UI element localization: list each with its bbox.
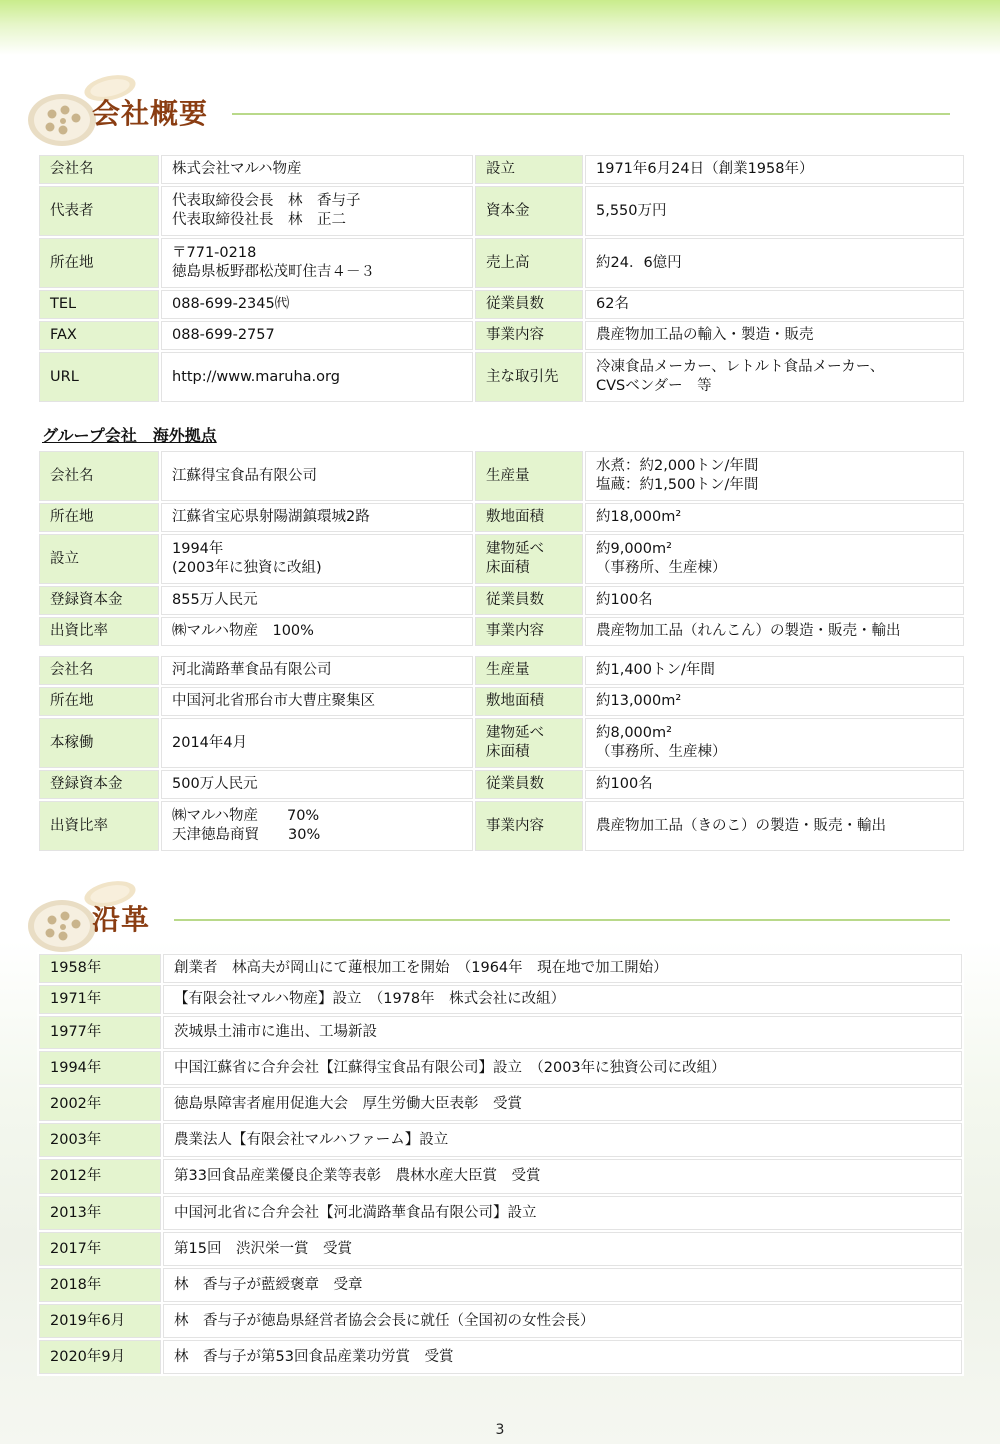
row-value-line: 代表取締役社長 林 正二 — [172, 212, 346, 228]
table-row — [39, 718, 964, 768]
row-value-line: 088-699-2345㈹ — [172, 296, 290, 312]
table-row — [39, 770, 964, 799]
row-value-line: 農産物加工品（れんこん）の製造・販売・輸出 — [596, 623, 901, 639]
row-label: 売上高 — [475, 238, 583, 288]
row-value — [585, 503, 964, 532]
table-row — [39, 451, 964, 501]
history-heading — [22, 876, 962, 956]
row-value — [161, 718, 473, 768]
history-year: 2020年9月 — [39, 1340, 161, 1374]
history-table — [37, 952, 964, 1376]
row-label: 本稼働 — [39, 718, 159, 768]
row-value — [161, 290, 473, 319]
history-row — [39, 1232, 962, 1266]
row-value — [161, 534, 473, 584]
history-event: 中国河北省に合弁会社【河北満路華食品有限公司】設立 — [163, 1196, 962, 1230]
overview-heading — [22, 70, 962, 150]
history-event: 【有限会社マルハ物産】設立 （1978年 株式会社に改組） — [163, 985, 962, 1014]
row-value-line: 500万人民元 — [172, 776, 258, 792]
row-value-line: (2003年に独資に改組) — [172, 560, 322, 576]
history-event: 創業者 林高夫が岡山にて蓮根加工を開始 （1964年 現在地で加工開始） — [163, 954, 962, 983]
row-label: 生産量 — [475, 451, 583, 501]
row-label: 従業員数 — [475, 586, 583, 615]
row-value-line: 中国河北省邢台市大曹庄聚集区 — [172, 693, 375, 709]
row-label: 事業内容 — [475, 801, 583, 851]
row-label: 設立 — [39, 534, 159, 584]
row-value — [585, 238, 964, 288]
row-value — [585, 155, 964, 184]
history-row — [39, 1196, 962, 1230]
row-label: 敷地面積 — [475, 503, 583, 532]
page-number: 3 — [495, 1422, 505, 1438]
history-event: 第33回食品産業優良企業等表彰 農林水産大臣賞 受賞 — [163, 1159, 962, 1194]
row-label: 所在地 — [39, 687, 159, 716]
row-label: 所在地 — [39, 238, 159, 288]
row-value — [585, 718, 964, 768]
table-row — [39, 617, 964, 646]
overview-table — [37, 153, 966, 404]
history-event: 徳島県障害者雇用促進大会 厚生労働大臣表彰 受賞 — [163, 1087, 962, 1121]
history-event: 第15回 渋沢栄一賞 受賞 — [163, 1232, 962, 1266]
row-value — [585, 617, 964, 646]
history-year: 2013年 — [39, 1196, 161, 1230]
row-value — [161, 617, 473, 646]
history-row — [39, 954, 962, 983]
row-value — [585, 586, 964, 615]
row-value-line: （事務所、生産棟） — [596, 560, 727, 576]
history-row — [39, 1304, 962, 1338]
table-row — [39, 586, 964, 615]
row-label: TEL — [39, 290, 159, 319]
row-value — [161, 503, 473, 532]
history-row — [39, 1016, 962, 1049]
history-row — [39, 1268, 962, 1302]
row-value — [161, 321, 473, 350]
row-value-line: ㈱マルハ物産 100% — [172, 623, 314, 639]
table-row — [39, 801, 964, 851]
row-value-line: 62名 — [596, 296, 629, 312]
row-value-line: 約1,400トン/年間 — [596, 662, 715, 678]
row-value-line: 約8,000m² — [596, 725, 672, 741]
row-value — [585, 290, 964, 319]
row-label: 生産量 — [475, 656, 583, 685]
row-label: 所在地 — [39, 503, 159, 532]
row-value — [585, 656, 964, 685]
row-value — [161, 238, 473, 288]
row-value-line: 天津徳島商貿 30% — [172, 827, 321, 843]
row-value-line: 1994年 — [172, 541, 224, 557]
row-value-line: 水煮：約2,000トン/年間 — [596, 458, 759, 474]
row-value — [585, 770, 964, 799]
row-label: URL — [39, 352, 159, 402]
row-value-line: 冷凍食品メーカー、レトルト食品メーカー、 — [596, 359, 885, 375]
row-value-line: 5,550万円 — [596, 202, 667, 219]
table-row — [39, 687, 964, 716]
row-label: 設立 — [475, 155, 583, 184]
row-label: 出資比率 — [39, 617, 159, 646]
row-label: 代表者 — [39, 186, 159, 236]
table-row — [39, 290, 964, 319]
row-value-line: 株式会社マルハ物産 — [172, 161, 302, 177]
history-event: 林 香与子が徳島県経営者協会会長に就任（全国初の女性会長） — [163, 1304, 962, 1338]
row-label: 従業員数 — [475, 290, 583, 319]
row-label: 登録資本金 — [39, 770, 159, 799]
table-row — [39, 656, 964, 685]
group-companies-title: グループ会社 海外拠点 — [42, 426, 217, 445]
history-row — [39, 1159, 962, 1194]
row-value-line: 河北満路華食品有限公司 — [172, 662, 332, 678]
row-label: 出資比率 — [39, 801, 159, 851]
row-value-line: 2014年4月 — [172, 734, 248, 751]
row-value — [161, 451, 473, 501]
row-label: 資本金 — [475, 186, 583, 236]
row-value — [161, 801, 473, 851]
row-value-line: CVSベンダー 等 — [596, 378, 712, 394]
row-value — [161, 687, 473, 716]
history-row — [39, 1051, 962, 1085]
row-value-line: 088-699-2757 — [172, 327, 275, 343]
overview-title: 会社概要 — [92, 97, 209, 130]
row-label: 主な取引先 — [475, 352, 583, 402]
row-label: 会社名 — [39, 656, 159, 685]
history-year: 2018年 — [39, 1268, 161, 1302]
row-label: 建物延べ 床面積 — [475, 534, 583, 584]
row-value-line: ㈱マルハ物産 70% — [172, 808, 320, 824]
history-event: 農業法人【有限会社マルハファーム】設立 — [163, 1123, 962, 1157]
row-label: 事業内容 — [475, 617, 583, 646]
history-event: 中国江蘇省に合弁会社【江蘇得宝食品有限公司】設立 （2003年に独資公司に改組） — [163, 1051, 962, 1085]
row-label: FAX — [39, 321, 159, 350]
table-row — [39, 534, 964, 584]
row-value-line: 約13,000m² — [596, 693, 682, 709]
group-company2-table — [37, 654, 966, 853]
row-value — [161, 352, 473, 402]
table-row — [39, 155, 964, 184]
history-year: 2002年 — [39, 1087, 161, 1121]
row-label: 会社名 — [39, 451, 159, 501]
row-value — [585, 451, 964, 501]
history-row — [39, 1340, 962, 1374]
row-value-line: 約9,000m² — [596, 541, 672, 557]
history-row — [39, 1123, 962, 1157]
row-value-line: 約100名 — [596, 592, 653, 608]
table-row — [39, 238, 964, 288]
history-year: 2017年 — [39, 1232, 161, 1266]
history-rule — [174, 919, 950, 921]
history-year: 1994年 — [39, 1051, 161, 1085]
history-row — [39, 1087, 962, 1121]
history-event: 林 香与子が藍綬褒章 受章 — [163, 1268, 962, 1302]
row-value — [161, 770, 473, 799]
row-value-line: 代表取締役会長 林 香与子 — [172, 193, 361, 209]
table-row — [39, 352, 964, 402]
row-value-line: 855万人民元 — [172, 592, 258, 608]
history-event: 林 香与子が第53回食品産業功労賞 受賞 — [163, 1340, 962, 1374]
row-value — [585, 687, 964, 716]
row-value-line: 農産物加工品の輸入・製造・販売 — [596, 327, 814, 343]
row-label: 事業内容 — [475, 321, 583, 350]
row-value-line: 約18,000m² — [596, 509, 682, 525]
table-row — [39, 321, 964, 350]
row-value-line: 江蘇省宝応県射陽湖鎮環城2路 — [172, 509, 370, 525]
row-value — [585, 352, 964, 402]
row-label: 従業員数 — [475, 770, 583, 799]
row-value-line: http://www.maruha.org — [172, 368, 340, 385]
history-year: 2012年 — [39, 1159, 161, 1194]
row-value-line: （事務所、生産棟） — [596, 744, 727, 760]
history-row — [39, 985, 962, 1014]
history-year: 2003年 — [39, 1123, 161, 1157]
group-company1-table — [37, 449, 966, 648]
row-value-line: 〒771-0218 — [172, 245, 257, 261]
row-value — [161, 155, 473, 184]
row-value — [585, 801, 964, 851]
table-row — [39, 503, 964, 532]
row-value — [585, 534, 964, 584]
overview-rule — [232, 113, 950, 115]
row-value-line: 農産物加工品（きのこ）の製造・販売・輸出 — [596, 817, 886, 834]
row-value-line: 徳島県板野郡松茂町住吉４－３ — [172, 264, 375, 280]
row-value — [161, 586, 473, 615]
top-gradient-band — [0, 0, 1000, 55]
row-value — [161, 656, 473, 685]
history-event: 茨城県土浦市に進出、工場新設 — [163, 1016, 962, 1049]
row-label: 会社名 — [39, 155, 159, 184]
row-value — [161, 186, 473, 236]
history-year: 1971年 — [39, 985, 161, 1014]
row-value-line: 江蘇得宝食品有限公司 — [172, 467, 317, 484]
row-label: 敷地面積 — [475, 687, 583, 716]
history-year: 2019年6月 — [39, 1304, 161, 1338]
row-label: 建物延べ 床面積 — [475, 718, 583, 768]
history-year: 1958年 — [39, 954, 161, 983]
row-value-line: 約24．6億円 — [596, 254, 682, 271]
history-year: 1977年 — [39, 1016, 161, 1049]
row-value-line: 塩蔵：約1,500トン/年間 — [596, 477, 759, 493]
table-row — [39, 186, 964, 236]
row-value-line: 約100名 — [596, 776, 653, 792]
history-title: 沿革 — [92, 903, 151, 936]
row-value — [585, 321, 964, 350]
row-label: 登録資本金 — [39, 586, 159, 615]
row-value-line: 1971年6月24日（創業1958年） — [596, 161, 814, 177]
row-value — [585, 186, 964, 236]
